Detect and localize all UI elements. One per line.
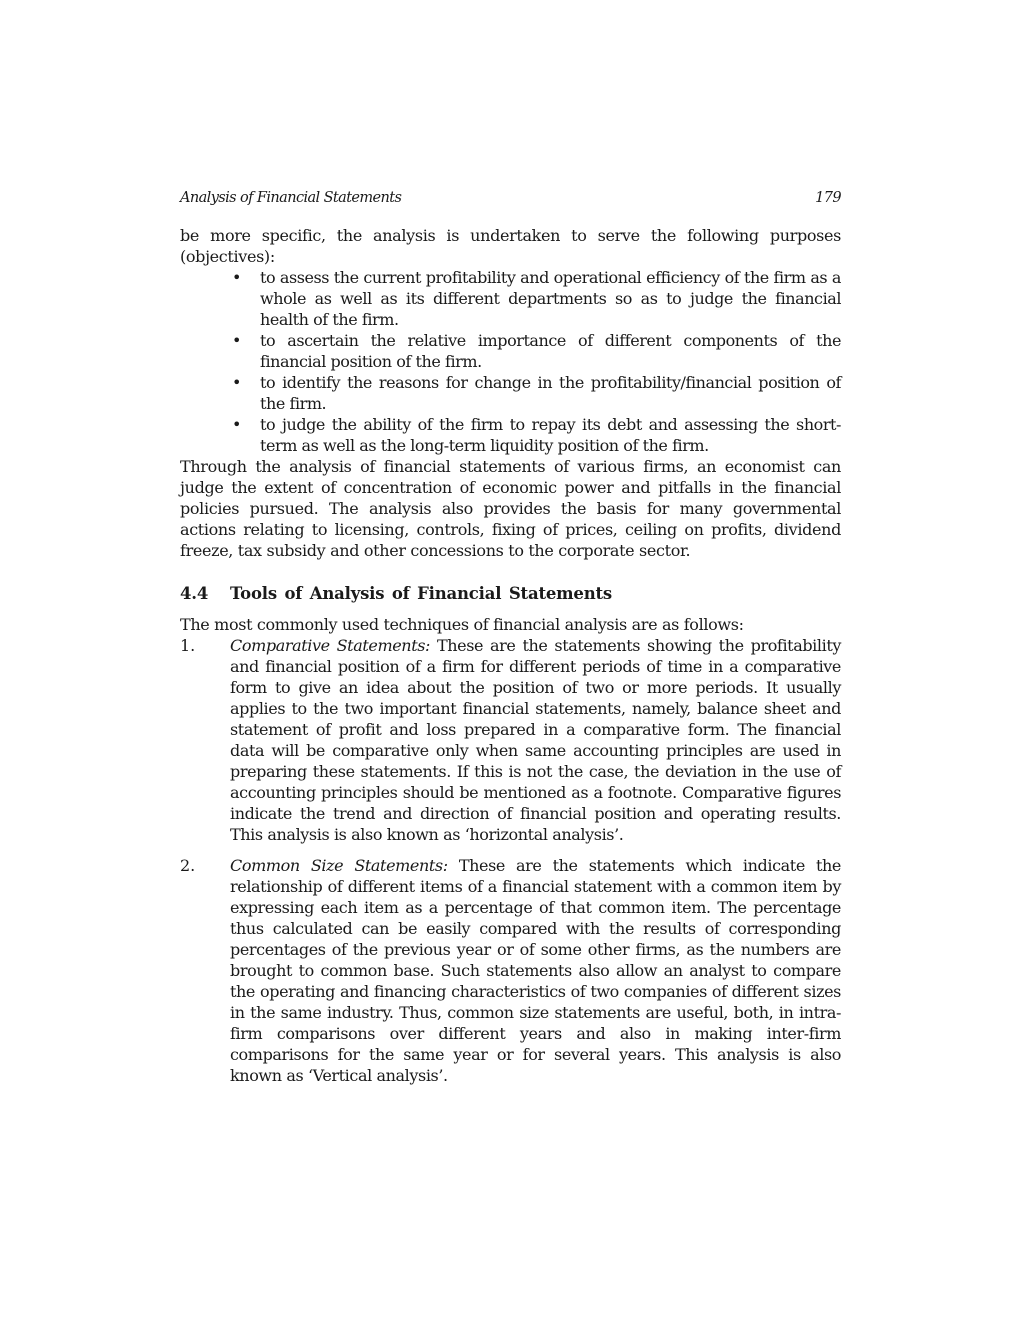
intro-paragraph: be more specific, the analysis is undertaken to serve the following purposes (objectives): bbox=[180, 226, 841, 266]
objective-item bbox=[180, 414, 841, 456]
item-term: Common Size Statements: bbox=[230, 856, 448, 875]
objective-item bbox=[180, 267, 841, 330]
section-lead: The most commonly used techniques of financial analysis are as follows: bbox=[180, 615, 744, 634]
objective-text: to judge the ability of the firm to repay its debt and assessing the short-term as well as the long-term liquidity position of the firm. bbox=[260, 415, 841, 455]
item-text: These are the statements which indicate the relationship of different items of a financial statement with a common item by expressing each item as a percentage of that common item. The percentage thus calculated can be easily compared with the results of corresponding percentages of the previous year or of some other firms, as the numbers are brought to common base. Such statements also allow an analyst to compare the operating and financing characteristics of two companies of different sizes in the same industry. Thus, common size statements are useful, both, in intra-firm comparisons over different years and also in making inter-firm comparisons for the same year or for several years. This analysis is also known as ‘Vertical analysis’. bbox=[230, 856, 841, 1085]
section-heading bbox=[180, 583, 841, 604]
tool-item bbox=[180, 635, 841, 845]
tools-list bbox=[180, 635, 841, 1086]
document-page bbox=[180, 188, 841, 1086]
item-number: 2. bbox=[180, 856, 196, 875]
economist-paragraph: Through the analysis of financial statements of various firms, an economist can judge the extent of concentration of economic power and pitfalls in the financial policies pursued. The analysis also provides the basis for many governmental actions relating to licensing, controls, fixing of prices, ceiling on profits, dividend freeze, tax subsidy and other concessions to the corporate sector. bbox=[180, 457, 841, 560]
objectives-list bbox=[180, 267, 841, 456]
page-number: 179 bbox=[815, 190, 841, 206]
running-head-title: Analysis of Financial Statements bbox=[180, 190, 402, 206]
bullet-icon: • bbox=[232, 268, 241, 287]
bullet-icon: • bbox=[232, 415, 241, 434]
running-head bbox=[180, 188, 841, 208]
objective-item bbox=[180, 330, 841, 372]
section-number: 4.4 bbox=[180, 584, 209, 603]
objective-text: to identify the reasons for change in the profitability/financial position of the firm. bbox=[260, 373, 841, 413]
section-title: Tools of Analysis of Financial Statements bbox=[230, 584, 613, 603]
bullet-icon: • bbox=[232, 331, 241, 350]
item-number: 1. bbox=[180, 636, 196, 655]
bullet-icon: • bbox=[232, 373, 241, 392]
objective-text: to ascertain the relative importance of different components of the financial position of the firm. bbox=[260, 331, 841, 371]
item-text: These are the statements showing the profitability and financial position of a firm for different periods of time in a comparative form to give an idea about the position of two or more periods. It usually applies to the two important financial statements, namely, balance sheet and statement of profit and loss prepared in a comparative form. The financial data will be comparative only when same accounting principles are used in preparing these statements. If this is not the case, the deviation in the use of accounting principles should be mentioned as a footnote. Comparative figures indicate the trend and direction of financial position and operating results. This analysis is also known as ‘horizontal analysis’. bbox=[230, 636, 842, 844]
tool-item bbox=[180, 855, 841, 1086]
objective-text: to assess the current profitability and operational efficiency of the firm as a whole as well as its different departments so as to judge the financial health of the firm. bbox=[260, 268, 841, 329]
objective-item bbox=[180, 372, 841, 414]
item-term: Comparative Statements: bbox=[230, 636, 431, 655]
